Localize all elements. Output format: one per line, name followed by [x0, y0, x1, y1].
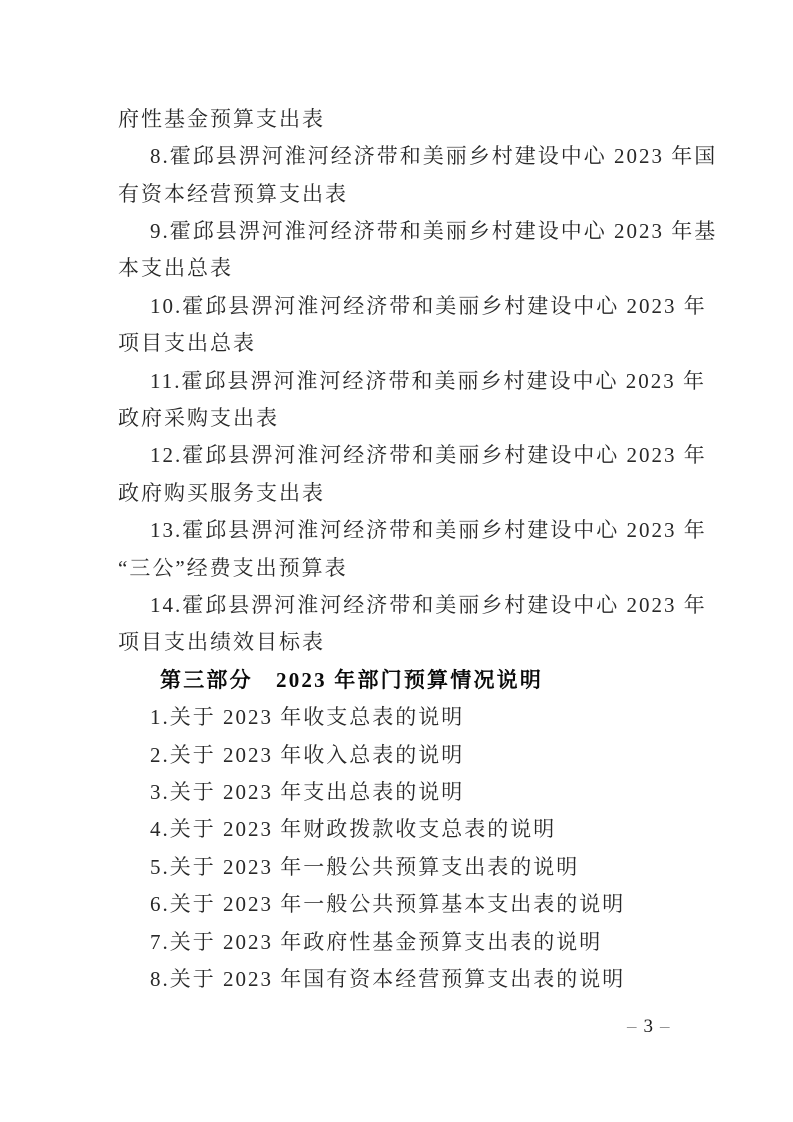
- toc-line-text: 政府采购支出表: [118, 405, 279, 430]
- footer-dash-left: –: [627, 1016, 637, 1037]
- toc-line: [118, 174, 728, 211]
- toc-line: [118, 772, 728, 809]
- toc-line-text: 政府购买服务支出表: [118, 480, 325, 505]
- toc-line-text: 10.霍邱县淠河淮河经济带和美丽乡村建设中心 2023 年: [150, 293, 707, 318]
- toc-line-text: 4.关于 2023 年财政拨款收支总表的说明: [150, 817, 557, 842]
- toc-line: [118, 136, 728, 173]
- toc-line-text: 本支出总表: [118, 256, 233, 281]
- toc-line: [118, 735, 728, 772]
- toc-line-text: 府性基金预算支出表: [118, 106, 325, 131]
- toc-line: [118, 510, 728, 547]
- toc-line: [118, 548, 728, 585]
- toc-line: [118, 361, 728, 398]
- toc-line-text: 6.关于 2023 年一般公共预算基本支出表的说明: [150, 892, 626, 917]
- toc-line-text: 9.霍邱县淠河淮河经济带和美丽乡村建设中心 2023 年基: [150, 218, 718, 243]
- toc-line: [118, 436, 728, 473]
- toc-line: [118, 959, 728, 996]
- page-number: 3: [643, 1016, 653, 1037]
- toc-section: [118, 99, 728, 997]
- toc-line-text: 5.关于 2023 年一般公共预算支出表的说明: [150, 854, 580, 879]
- toc-line-text: 12.霍邱县淠河淮河经济带和美丽乡村建设中心 2023 年: [150, 443, 707, 468]
- footer-dash-right: –: [660, 1016, 670, 1037]
- toc-line-text: 7.关于 2023 年政府性基金预算支出表的说明: [150, 929, 603, 954]
- toc-line: [118, 473, 728, 510]
- toc-line-text: 项目支出总表: [118, 331, 256, 356]
- toc-line: [118, 211, 728, 248]
- toc-line: [118, 286, 728, 323]
- toc-line-text: 8.关于 2023 年国有资本经营预算支出表的说明: [150, 967, 626, 992]
- toc-line-text: 1.关于 2023 年收支总表的说明: [150, 705, 465, 730]
- toc-line: [118, 847, 728, 884]
- toc-line-text: 14.霍邱县淠河淮河经济带和美丽乡村建设中心 2023 年: [150, 592, 707, 617]
- toc-line: [118, 698, 728, 735]
- toc-line: [118, 249, 728, 286]
- toc-line-text: 项目支出绩效目标表: [118, 630, 325, 655]
- toc-line-text: 8.霍邱县淠河淮河经济带和美丽乡村建设中心 2023 年国: [150, 144, 718, 169]
- toc-line-text: “三公”经费支出预算表: [118, 555, 348, 580]
- toc-line-text: 第三部分 2023 年部门预算情况说明: [160, 667, 544, 692]
- page-footer: [620, 1016, 677, 1038]
- toc-line: [118, 323, 728, 360]
- toc-line: [118, 623, 728, 660]
- toc-line: [118, 99, 728, 136]
- toc-line: [118, 585, 728, 622]
- toc-line: [118, 885, 728, 922]
- toc-line-text: 3.关于 2023 年支出总表的说明: [150, 780, 465, 805]
- toc-line: [118, 922, 728, 959]
- toc-line: [118, 660, 728, 697]
- toc-line: [118, 398, 728, 435]
- toc-line-text: 2.关于 2023 年收入总表的说明: [150, 742, 465, 767]
- toc-line-text: 11.霍邱县淠河淮河经济带和美丽乡村建设中心 2023 年: [150, 368, 706, 393]
- toc-line-text: 13.霍邱县淠河淮河经济带和美丽乡村建设中心 2023 年: [150, 518, 707, 543]
- toc-line-text: 有资本经营预算支出表: [118, 181, 348, 206]
- toc-line: [118, 810, 728, 847]
